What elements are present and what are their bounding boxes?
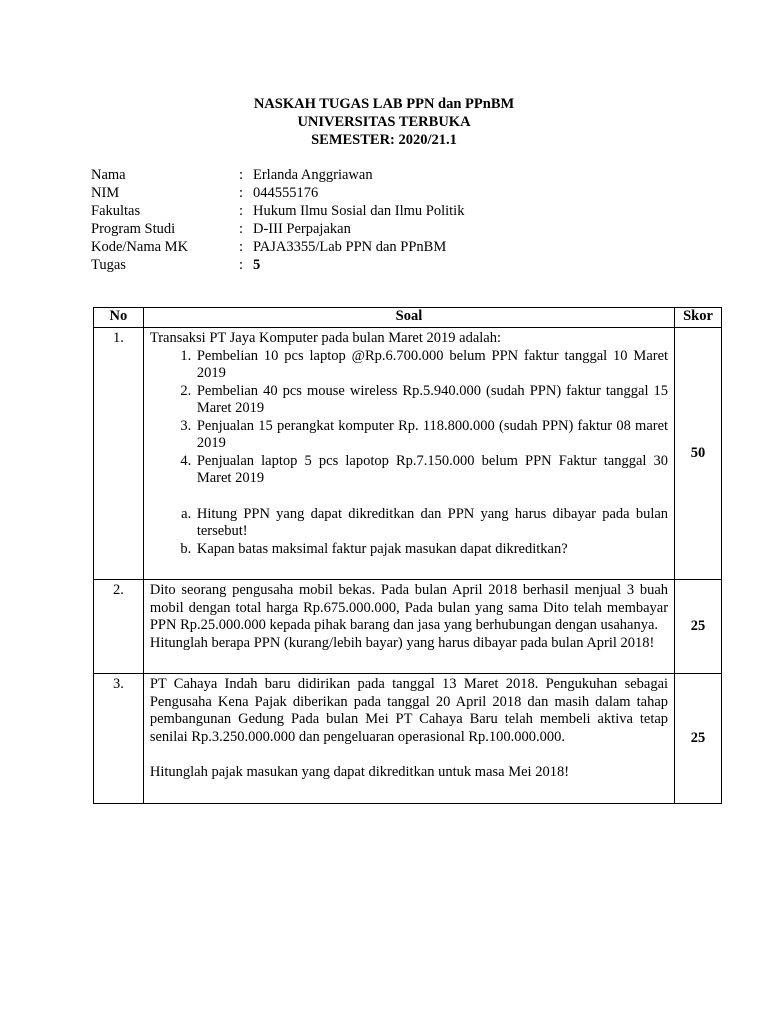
list-item: 2. Pembelian 40 pcs mouse wireless Rp.5.940.000 (sudah PPN) faktur tanggal 15 Maret 2019 (195, 383, 668, 418)
table-row (94, 674, 722, 804)
header-skor: Skor (675, 308, 722, 328)
header-soal: Soal (143, 308, 674, 328)
row-number: 2. (94, 580, 144, 674)
student-info (91, 166, 464, 274)
info-value: 044555176 (253, 185, 319, 201)
question-text (143, 580, 674, 674)
info-value: Erlanda Anggriawan (253, 167, 373, 183)
question-text (143, 674, 674, 804)
info-row-program-studi (91, 220, 464, 238)
info-label: Kode/Nama MK (91, 239, 189, 255)
score: 50 (675, 328, 722, 580)
list-item: 1. Pembelian 10 pcs laptop @Rp.6.700.000 belum PPN faktur tanggal 10 Maret 2019 (195, 348, 668, 383)
info-colon: : (239, 167, 244, 183)
list-item: 4. Penjualan laptop 5 pcs lapotop Rp.7.150.000 belum PPN Faktur tanggal 30 Maret 2019 (195, 453, 668, 488)
info-colon: : (239, 257, 244, 273)
info-label: Nama (91, 167, 126, 183)
header-title: NASKAH TUGAS LAB PPN dan PPnBM (253, 96, 515, 112)
header-university: UNIVERSITAS TERBUKA (297, 114, 471, 130)
table-row (94, 580, 722, 674)
info-value: 5 (253, 257, 261, 273)
info-colon: : (239, 239, 244, 255)
header-semester: SEMESTER: 2020/21.1 (311, 132, 457, 148)
info-label: Tugas (91, 257, 126, 273)
sub-question-list (150, 506, 668, 559)
score: 25 (675, 580, 722, 674)
document-header (0, 95, 768, 149)
info-value: Hukum Ilmu Sosial dan Ilmu Politik (253, 203, 465, 219)
info-label: Fakultas (91, 203, 141, 219)
info-value: D-III Perpajakan (253, 221, 351, 237)
header-no: No (94, 308, 144, 328)
info-row-kode-mk (91, 238, 464, 256)
info-colon: : (239, 185, 244, 201)
question-text (143, 328, 674, 580)
transaction-list (150, 348, 668, 488)
question-paragraph: Dito seorang pengusaha mobil bekas. Pada bulan April 2018 berhasil menjual 3 buah mobil dengan total harga Rp.675.000.000, Pada bulan yang sama Dito telah membayar PPN Rp.25.000.000 kepada pihak barang dan jasa yang berhubungan dengan usahanya. (149, 582, 669, 633)
question-intro: Transaksi PT Jaya Komputer pada bulan Maret 2019 adalah: (149, 330, 501, 346)
table-header-row (94, 308, 722, 328)
info-label: Program Studi (91, 221, 176, 237)
info-row-nim (91, 184, 464, 202)
list-item: b. Kapan batas maksimal faktur pajak masukan dapat dikreditkan? (195, 541, 668, 559)
info-row-nama (91, 166, 464, 184)
table-row (94, 328, 722, 580)
question-paragraph: PT Cahaya Indah baru didirikan pada tanggal 13 Maret 2018. Pengukuhan sebagai Pengusaha Kena Pajak diberikan pada tanggal 20 April 2018 dan masih dalam tahap pembangunan Gedung Pada bulan Mei PT Cahaya Baru telah membeli aktiva tetap senilai Rp.3.250.000.000 dan pengeluaran operasional Rp.100.000.000. (149, 676, 669, 745)
info-value: PAJA3355/Lab PPN dan PPnBM (253, 239, 447, 255)
info-colon: : (239, 203, 244, 219)
list-item: a. Hitung PPN yang dapat dikreditkan dan PPN yang harus dibayar pada bulan tersebut! (195, 506, 668, 541)
info-label: NIM (91, 185, 120, 201)
row-number: 1. (94, 328, 144, 580)
question-paragraph: Hitunglah pajak masukan yang dapat dikreditkan untuk masa Mei 2018! (149, 764, 570, 780)
list-item: 3. Penjualan 15 perangkat komputer Rp. 118.800.000 (sudah PPN) faktur 08 maret 2019 (195, 418, 668, 453)
question-paragraph: Hitunglah berapa PPN (kurang/lebih bayar) yang harus dibayar pada bulan April 2018! (149, 634, 655, 651)
score: 25 (675, 674, 722, 804)
info-row-fakultas (91, 202, 464, 220)
info-row-tugas (91, 256, 464, 274)
info-colon: : (239, 221, 244, 237)
row-number: 3. (94, 674, 144, 804)
question-table (93, 307, 722, 804)
